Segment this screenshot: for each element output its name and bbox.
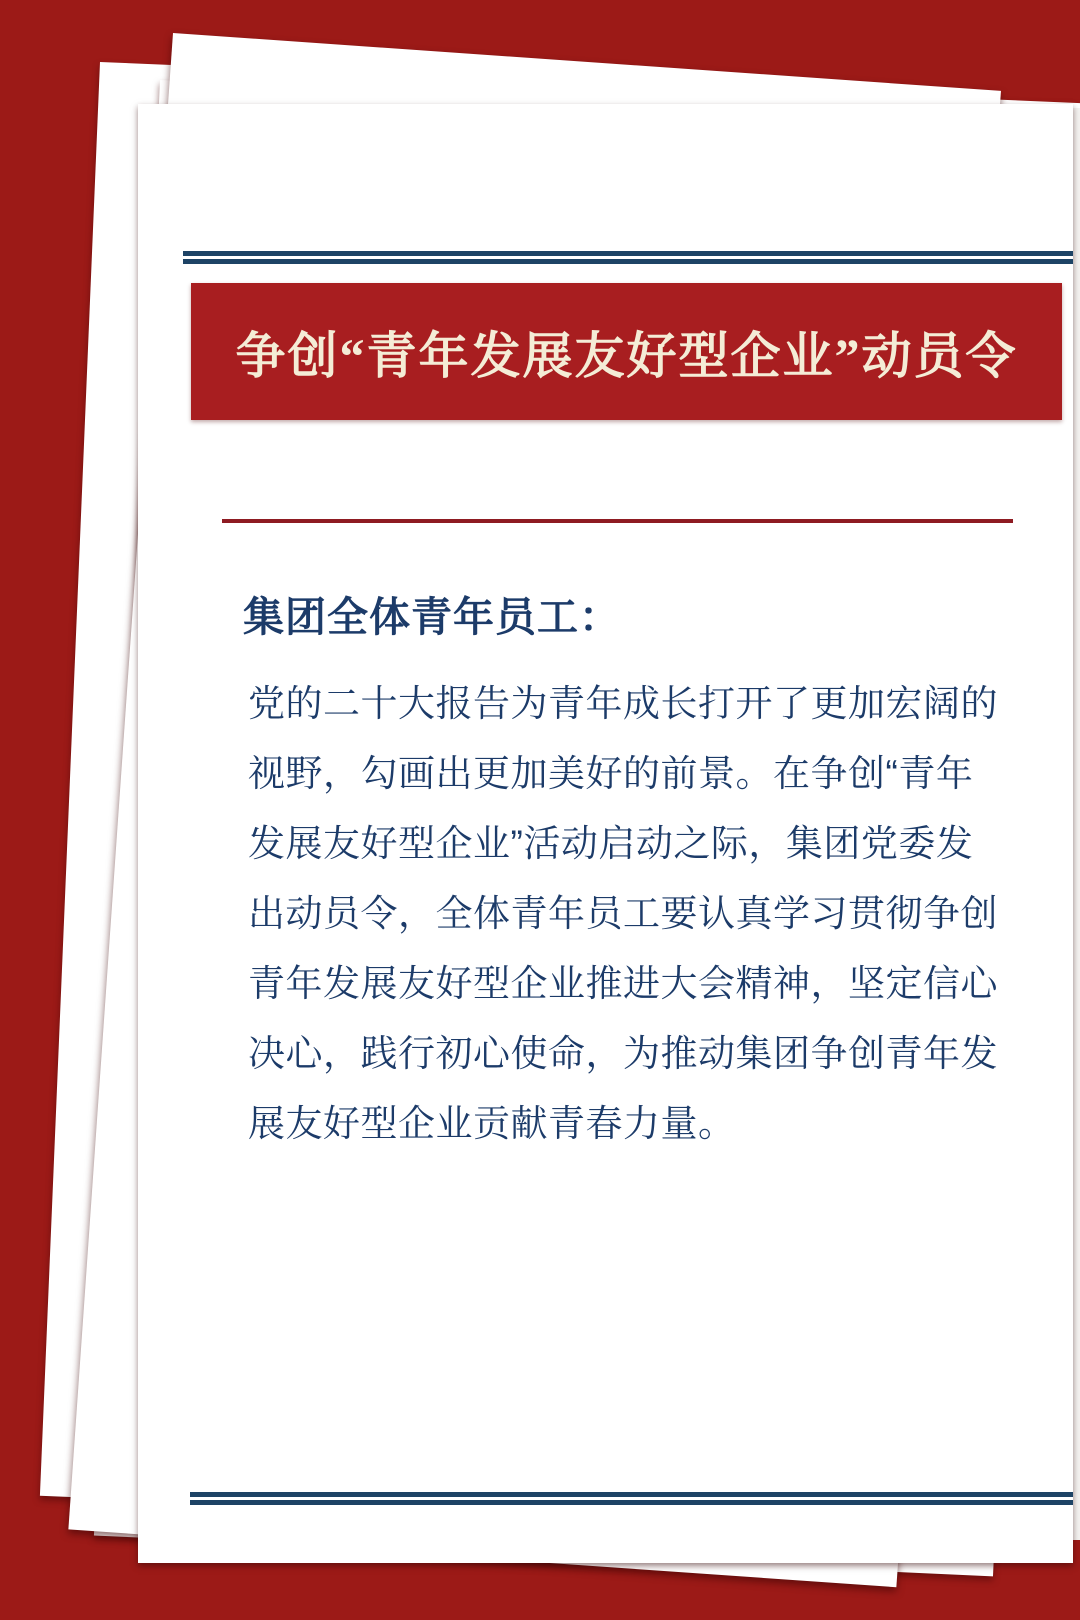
title-banner	[191, 283, 1062, 420]
top-double-rule	[183, 251, 1073, 264]
letter-line: 展友好型企业贡献青春力量。	[248, 1103, 736, 1144]
letter-line: 青年发展友好型企业推进大会精神，坚定信心	[248, 963, 998, 1004]
letter-salutation: 集团全体青年员工：	[243, 594, 621, 640]
letter-line: 决心，践行初心使命，为推动集团争创青年发	[248, 1033, 998, 1074]
letter-body	[248, 669, 1008, 1159]
letter-line: 党的二十大报告为青年成长打开了更加宏阔的	[248, 683, 998, 724]
letter-line: 视野，勾画出更加美好的前景。在争创“青年	[248, 753, 974, 794]
letter-line: 出动员令，全体青年员工要认真学习贯彻争创	[248, 893, 998, 934]
main-document	[138, 104, 1073, 1563]
letter-line: 发展友好型企业”活动启动之际，集团党委发	[248, 823, 974, 864]
red-divider-rule	[222, 519, 1013, 523]
bottom-double-rule	[190, 1492, 1073, 1505]
banner-title-text: 争创“青年发展友好型企业”动员令	[235, 327, 1018, 384]
